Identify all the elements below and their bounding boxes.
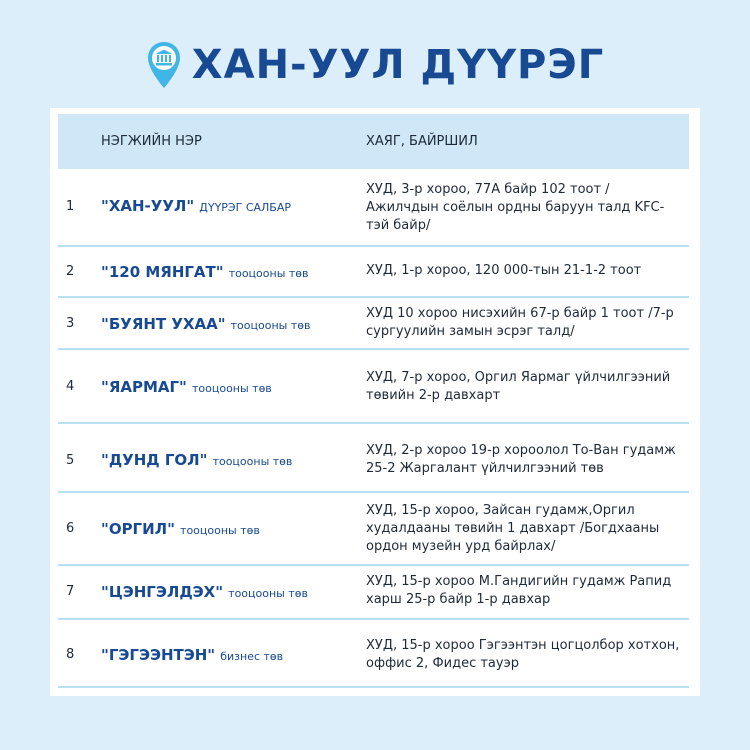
table-row	[58, 620, 689, 688]
branch-name	[101, 519, 260, 538]
branch-address: ХУД, 1-р хороо, 120 000-тын 21-1-2 тоот	[366, 263, 642, 278]
branch-name-title: "120 МЯНГАТ"	[101, 263, 224, 281]
branch-name-suffix: тооцооны төв	[228, 587, 308, 600]
column-header-name: НЭГЖИЙН НЭР	[101, 134, 202, 149]
branch-address: ХУД 10 хороо нисэхийн 67-р байр 1 тоот /7-р сургуулийн замын эсрэг талд/	[366, 306, 674, 339]
branch-address: ХУД, 2-р хороо 19-р хороолол То-Ван гудамж 25-2 Жаргалант үйлчилгээний төв	[366, 443, 676, 476]
table-row	[58, 298, 689, 350]
branch-name	[101, 314, 310, 333]
row-number: 2	[66, 264, 75, 279]
branch-address: ХУД, 7-р хороо, Оргил Яармаг үйлчилгээний төвийн 2-р давхарт	[366, 370, 671, 403]
branch-table	[50, 108, 700, 696]
row-number: 5	[66, 453, 75, 468]
branch-name-title: "ЯАРМАГ"	[101, 378, 187, 396]
branch-name-suffix: тооцооны төв	[228, 267, 309, 280]
table-row	[58, 493, 689, 566]
row-number: 6	[66, 521, 75, 536]
row-number: 3	[66, 316, 75, 331]
branch-name	[101, 262, 309, 281]
branch-name	[101, 582, 308, 601]
branch-address: ХУД, 3-р хороо, 77А байр 102 тоот / Ажилчдын соёлын ордны баруун талд KFC-тэй байр/	[366, 182, 665, 233]
branch-name-suffix: тооцооны төв	[230, 319, 311, 332]
branch-name-suffix: тооцооны төв	[191, 382, 272, 395]
branch-name-title: "БУЯНТ УХАА"	[101, 315, 226, 333]
branch-address: ХУД, 15-р хороо, Зайсан гудамж,Оргил худалдааны төвийн 1 давхарт /Богдхааны ордон музейн урд байрлах/	[366, 503, 660, 554]
table-header	[58, 114, 689, 169]
branch-name-title: "ГЭГЭЭНТЭН"	[101, 646, 216, 664]
table-row	[58, 350, 689, 424]
branch-name-title: "ХАН-УУЛ"	[101, 197, 195, 215]
branch-name-suffix: бизнес төв	[220, 650, 284, 663]
row-number: 8	[66, 647, 75, 662]
column-header-address: ХАЯГ, БАЙРШИЛ	[366, 134, 478, 149]
table-row	[58, 169, 689, 247]
table-row	[58, 247, 689, 298]
branch-name	[101, 645, 283, 664]
branch-name-title: "ДУНД ГОЛ"	[101, 451, 208, 469]
row-number: 7	[66, 584, 75, 599]
table-row	[58, 424, 689, 493]
branch-name	[101, 196, 291, 215]
table-row	[58, 566, 689, 620]
branch-name-suffix: тооцооны төв	[212, 455, 293, 468]
page-title: ХАН-УУЛ ДҮҮРЭГ	[191, 42, 605, 88]
row-number: 4	[66, 379, 75, 394]
branch-name	[101, 450, 292, 469]
row-number: 1	[66, 199, 75, 214]
branch-name-title: "ЦЭНГЭЛДЭХ"	[101, 583, 224, 601]
branch-name	[101, 377, 272, 396]
branch-name-suffix: ДҮҮРЭГ САЛБАР	[199, 201, 291, 214]
page-header	[0, 30, 750, 100]
branch-address: ХУД, 15-р хороо М.Гандигийн гудамж Рапид харш 25-р байр 1-р давхар	[366, 574, 672, 607]
location-pin-bank-icon	[146, 40, 182, 90]
branch-name-title: "ОРГИЛ"	[101, 520, 175, 538]
branch-name-suffix: тооцооны төв	[180, 524, 260, 537]
branch-address: ХУД, 15-р хороо Гэгээнтэн цогцолбор хотхон, оффис 2, Фидес тауэр	[366, 638, 680, 671]
